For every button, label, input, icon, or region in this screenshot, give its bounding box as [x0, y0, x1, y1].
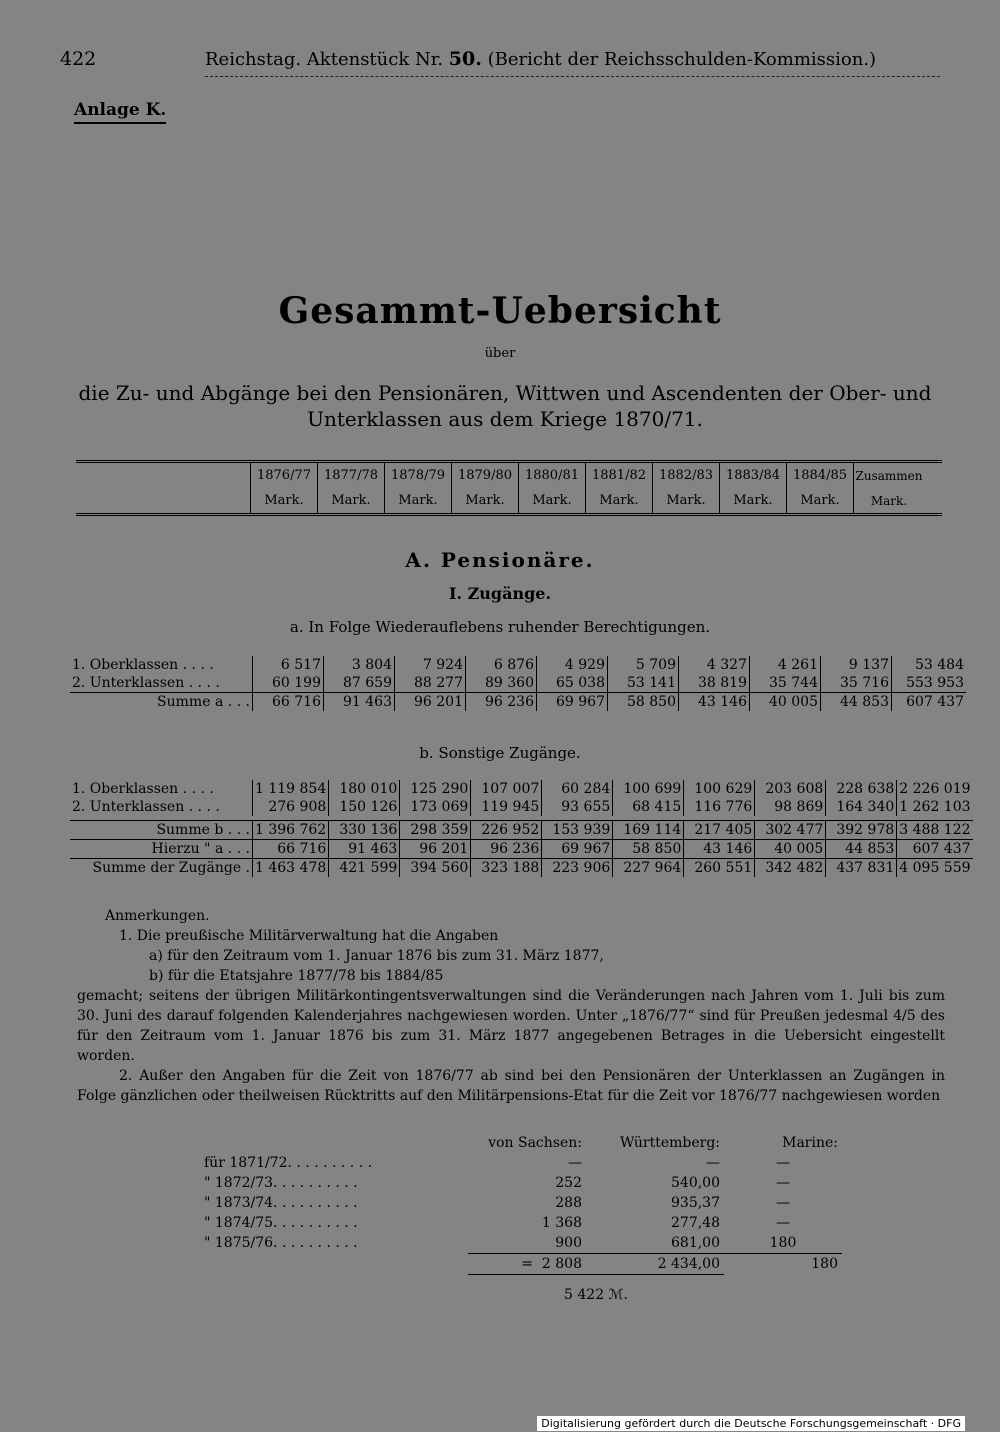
cell-value: 58 850	[608, 693, 679, 712]
cell-total: 53 484	[892, 656, 967, 674]
cell-value: 96 201	[395, 693, 466, 712]
supplement-cell: 900	[555, 1235, 582, 1251]
cell-value: 298 359	[400, 820, 471, 839]
cell-value: 60 199	[253, 674, 324, 693]
year-head-1: 1877/78	[318, 463, 385, 488]
note-1-b: b) für die Etatsjahre 1877/78 bis 1884/85	[149, 968, 444, 984]
cell-value: 91 463	[324, 693, 395, 712]
supplement-label: " 1875/76. . . . . . . . . .	[204, 1235, 358, 1252]
cell-value: 87 659	[324, 674, 395, 693]
running-head-post: (Bericht der Reichsschulden-Kommission.)	[487, 49, 877, 70]
cell-value: 260 551	[684, 858, 755, 877]
note-1-rest: gemacht; seitens der übrigen Militärkontingentsverwaltungen sind die Veränderungen nach Jahren vom 1. Juli bis zum 30. Juni des darauf folgenden Kalenderjahres nachgewiesen worden. Unter „1876/77“ sind für Preußen jedesmal 4/5 des für den Zeitraum vom 1. Januar 1876 bis zum 31. März 1877 angegebenen Betrages in die Uebersicht eingestellt worden.	[77, 988, 945, 1064]
supplement-cell: —	[776, 1215, 790, 1231]
cell-value: 7 924	[395, 656, 466, 674]
year-head-7: 1883/84	[720, 463, 787, 488]
cell-value: 394 560	[400, 858, 471, 877]
table-row	[70, 780, 973, 798]
supplement-row	[200, 1173, 842, 1193]
total-unit-head: Mark.	[854, 488, 925, 513]
supplement-cell: 180	[769, 1235, 797, 1251]
year-head-8: 1884/85	[787, 463, 854, 488]
cell-value: 125 290	[400, 780, 471, 798]
row-label: Summe b . . .	[70, 820, 253, 839]
cell-value: 66 716	[253, 693, 324, 712]
year-head-3: 1879/80	[452, 463, 519, 488]
cell-total: 553 953	[892, 674, 967, 693]
cell-value: 43 146	[679, 693, 750, 712]
cell-value: 69 967	[542, 839, 613, 858]
table-row	[70, 820, 973, 839]
cell-value: 96 236	[471, 839, 542, 858]
supplement-row	[200, 1213, 842, 1233]
cell-value: 1 396 762	[253, 820, 329, 839]
supplement-cell: 277,48	[671, 1215, 720, 1231]
cell-value: 40 005	[750, 693, 821, 712]
grand-total: 5 422 ℳ.	[468, 1275, 724, 1306]
cell-value: 6 517	[253, 656, 324, 674]
table-row	[70, 798, 973, 816]
unit-head-7: Mark.	[720, 488, 787, 513]
total-sachsen-value: 2 808	[541, 1256, 582, 1272]
cell-value: 93 655	[542, 798, 613, 816]
note-2: 2. Außer den Angaben für die Zeit von 1876/77 ab sind bei den Pensionären der Unterklassen an Zugängen in Folge gänzlichen oder theilweisen Rücktritts auf den Militärpensions-Etat für die Zeit vor 1876/77 nachgewiesen worden	[77, 1068, 945, 1104]
supplement-cell: 1 368	[541, 1215, 582, 1231]
cell-total: 3 488 122	[897, 820, 973, 839]
cell-value: 4 261	[750, 656, 821, 674]
cell-value: 53 141	[608, 674, 679, 693]
unit-head-5: Mark.	[586, 488, 653, 513]
cell-value: 228 638	[826, 780, 897, 798]
cell-value: 96 236	[466, 693, 537, 712]
cell-value: 116 776	[684, 798, 755, 816]
cell-value: 1 463 478	[253, 858, 329, 877]
row-label: Hierzu " a . . .	[70, 839, 253, 858]
cell-value: 227 964	[613, 858, 684, 877]
unit-head-1: Mark.	[318, 488, 385, 513]
cell-value: 100 629	[684, 780, 755, 798]
year-head-2: 1878/79	[385, 463, 452, 488]
total-marine: 180	[724, 1254, 842, 1275]
title-ueber: über	[484, 346, 516, 361]
subsection-b-heading: b. Sonstige Zugänge.	[419, 744, 581, 762]
cell-value: 107 007	[471, 780, 542, 798]
year-head-0: 1876/77	[251, 463, 318, 488]
year-head-6: 1882/83	[653, 463, 720, 488]
cell-value: 89 360	[466, 674, 537, 693]
cell-value: 153 939	[542, 820, 613, 839]
unit-head-6: Mark.	[653, 488, 720, 513]
cell-value: 100 699	[613, 780, 684, 798]
cell-value: 5 709	[608, 656, 679, 674]
supplement-label: für 1871/72. . . . . . . . . .	[204, 1155, 373, 1171]
year-head-5: 1881/82	[586, 463, 653, 488]
cell-value: 1 119 854	[253, 780, 329, 798]
cell-value: 68 415	[613, 798, 684, 816]
cell-value: 150 126	[329, 798, 400, 816]
supplement-table	[200, 1133, 842, 1305]
total-prefix: =	[521, 1256, 533, 1272]
supplement-cell: 540,00	[671, 1175, 720, 1191]
cell-value: 35 744	[750, 674, 821, 693]
cell-value: 4 929	[537, 656, 608, 674]
cell-value: 342 482	[755, 858, 826, 877]
table-row	[70, 656, 966, 674]
cell-total: 607 437	[897, 839, 973, 858]
page-subtitle: die Zu- und Abgänge bei den Pensionären, Wittwen und Ascendenten der Ober- und Unterklassen aus dem Kriege 1870/71.	[78, 381, 932, 431]
notes-heading: Anmerkungen.	[105, 908, 210, 924]
notes	[77, 906, 945, 1106]
cell-total: 1 262 103	[897, 798, 973, 816]
supplement-cell: 681,00	[671, 1235, 720, 1251]
running-head-pre: Reichstag. Aktenstück Nr.	[205, 49, 444, 70]
cell-value: 223 906	[542, 858, 613, 877]
table-row	[70, 674, 966, 693]
row-label: 2. Unterklassen . . . .	[72, 799, 220, 815]
section-i-heading: I. Zugänge.	[448, 584, 552, 603]
cell-value: 6 876	[466, 656, 537, 674]
col-head-marine: Marine:	[782, 1135, 838, 1151]
supplement-cell: —	[776, 1195, 790, 1211]
unit-head-3: Mark.	[452, 488, 519, 513]
unit-head-0: Mark.	[251, 488, 318, 513]
section-a-heading: A. Pensionäre.	[405, 548, 595, 572]
cell-value: 421 599	[329, 858, 400, 877]
table-row	[70, 693, 966, 712]
supplement-cell: —	[568, 1155, 582, 1171]
cell-value: 392 978	[826, 820, 897, 839]
cell-total: 607 437	[892, 693, 967, 712]
cell-value: 60 284	[542, 780, 613, 798]
cell-value: 217 405	[684, 820, 755, 839]
cell-value: 164 340	[826, 798, 897, 816]
supplement-label: " 1874/75. . . . . . . . . .	[204, 1215, 358, 1231]
cell-value: 173 069	[400, 798, 471, 816]
unit-head-8: Mark.	[787, 488, 854, 513]
header-rule	[205, 76, 940, 77]
running-header	[0, 48, 1000, 76]
page-number: 422	[60, 48, 97, 70]
cell-value: 9 137	[821, 656, 892, 674]
supplement-cell: —	[706, 1155, 720, 1171]
cell-value: 330 136	[329, 820, 400, 839]
col-head-sachsen: von Sachsen:	[488, 1135, 582, 1151]
total-wuerttemberg: 2 434,00	[586, 1254, 724, 1275]
cell-value: 35 716	[821, 674, 892, 693]
table-b	[70, 780, 973, 877]
cell-value: 43 146	[684, 839, 755, 858]
row-label: 1. Oberklassen . . . .	[72, 781, 214, 797]
cell-value: 226 952	[471, 820, 542, 839]
cell-value: 323 188	[471, 858, 542, 877]
page-title: Gesammt-Uebersicht	[278, 290, 722, 332]
supplement-cell: —	[776, 1175, 790, 1191]
unit-head-4: Mark.	[519, 488, 586, 513]
table-a	[70, 656, 966, 711]
cell-total: 4 095 559	[897, 858, 973, 877]
subsection-a-heading: a. In Folge Wiederauflebens ruhender Berechtigungen.	[289, 618, 711, 636]
cell-value: 58 850	[613, 839, 684, 858]
supplement-cell: 252	[555, 1175, 582, 1191]
cell-value: 302 477	[755, 820, 826, 839]
cell-value: 96 201	[400, 839, 471, 858]
cell-value: 3 804	[324, 656, 395, 674]
cell-value: 437 831	[826, 858, 897, 877]
year-header	[76, 460, 942, 516]
supplement-label: " 1872/73. . . . . . . . . .	[204, 1175, 358, 1191]
row-label: 1. Oberklassen . . . .	[72, 657, 214, 673]
row-label: Summe der Zugänge .	[70, 858, 253, 877]
dfg-footer: Digitalisierung gefördert durch die Deutsche Forschungsgemeinschaft · DFG	[537, 1416, 965, 1431]
cell-value: 98 869	[755, 798, 826, 816]
total-sachsen	[468, 1254, 586, 1275]
row-label: Summe a . . .	[70, 693, 253, 712]
total-head: Zusammen	[854, 463, 925, 488]
col-head-wuerttemberg: Württemberg:	[620, 1135, 720, 1151]
anlage-label: Anlage K.	[74, 100, 166, 124]
row-label: 2. Unterklassen . . . .	[72, 675, 220, 691]
supplement-row	[200, 1153, 842, 1173]
cell-value: 276 908	[253, 798, 329, 816]
cell-value: 203 608	[755, 780, 826, 798]
table-row	[70, 858, 973, 877]
supplement-cell: 288	[555, 1195, 582, 1211]
cell-value: 180 010	[329, 780, 400, 798]
cell-value: 38 819	[679, 674, 750, 693]
note-1-intro: 1. Die preußische Militärverwaltung hat die Angaben	[119, 928, 499, 944]
cell-value: 44 853	[821, 693, 892, 712]
cell-value: 169 114	[613, 820, 684, 839]
cell-value: 66 716	[253, 839, 329, 858]
year-head-4: 1880/81	[519, 463, 586, 488]
cell-value: 44 853	[826, 839, 897, 858]
cell-value: 65 038	[537, 674, 608, 693]
supplement-label: " 1873/74. . . . . . . . . .	[204, 1195, 358, 1211]
unit-head-2: Mark.	[385, 488, 452, 513]
running-head	[205, 48, 876, 70]
running-head-number: 50.	[448, 48, 482, 70]
supplement-cell: 935,37	[671, 1195, 720, 1211]
supplement-cell: —	[776, 1155, 790, 1171]
supplement-row	[200, 1233, 842, 1254]
cell-value: 119 945	[471, 798, 542, 816]
cell-value: 4 327	[679, 656, 750, 674]
supplement-row	[200, 1193, 842, 1213]
note-1-a: a) für den Zeitraum vom 1. Januar 1876 bis zum 31. März 1877,	[149, 948, 604, 964]
table-row	[70, 839, 973, 858]
cell-value: 69 967	[537, 693, 608, 712]
cell-value: 40 005	[755, 839, 826, 858]
cell-value: 91 463	[329, 839, 400, 858]
cell-total: 2 226 019	[897, 780, 973, 798]
cell-value: 88 277	[395, 674, 466, 693]
